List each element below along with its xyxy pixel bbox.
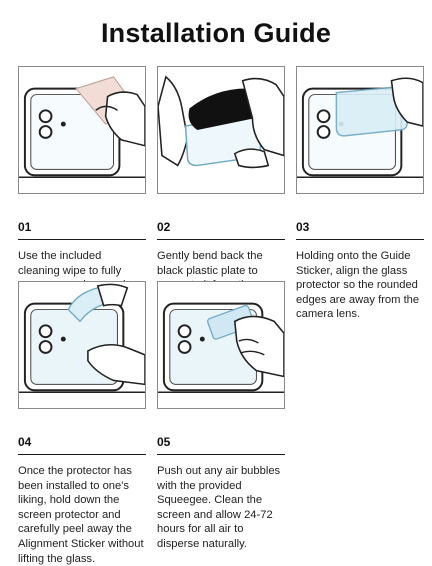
page-title: Installation Guide: [100, 18, 332, 48]
step-02-illustration: [157, 66, 285, 194]
step-description: Use the included cleaning wipe to fully: [18, 250, 122, 277]
step-description: Push out any air bubbles with the provided Squeegee. Clean the screen and allow 24-72 hours for all air to disperse naturally.: [157, 465, 281, 550]
phone-wipe-illustration: [19, 67, 145, 193]
step-number: 05: [157, 435, 285, 455]
step-05: [157, 281, 285, 552]
step-03: [296, 66, 424, 322]
step-description: Gently bend back the black plastic plate to: [157, 250, 263, 277]
step-description: Once the protector has been installed to one's liking, hold down the screen protector and carefully peel away the Alignment Sticker without lifting the glass.: [18, 465, 144, 565]
step-03-illustration: [296, 66, 424, 194]
step-05-illustration: [157, 281, 285, 409]
peel-sticker-illustration: [19, 282, 145, 408]
step-number: 02: [157, 220, 285, 240]
squeegee-illustration: [158, 282, 284, 408]
step-01-illustration: [18, 66, 146, 194]
step-04: [18, 281, 146, 566]
step-number: 01: [18, 220, 146, 240]
step-description: Holding onto the Guide Sticker, align the glass protector so the rounded edges are away from the camera lens.: [296, 250, 420, 321]
bend-plate-illustration: [158, 67, 284, 193]
align-protector-illustration: [297, 67, 423, 193]
step-number: 03: [296, 220, 424, 240]
step-04-illustration: [18, 281, 146, 409]
step-number: 04: [18, 435, 146, 455]
